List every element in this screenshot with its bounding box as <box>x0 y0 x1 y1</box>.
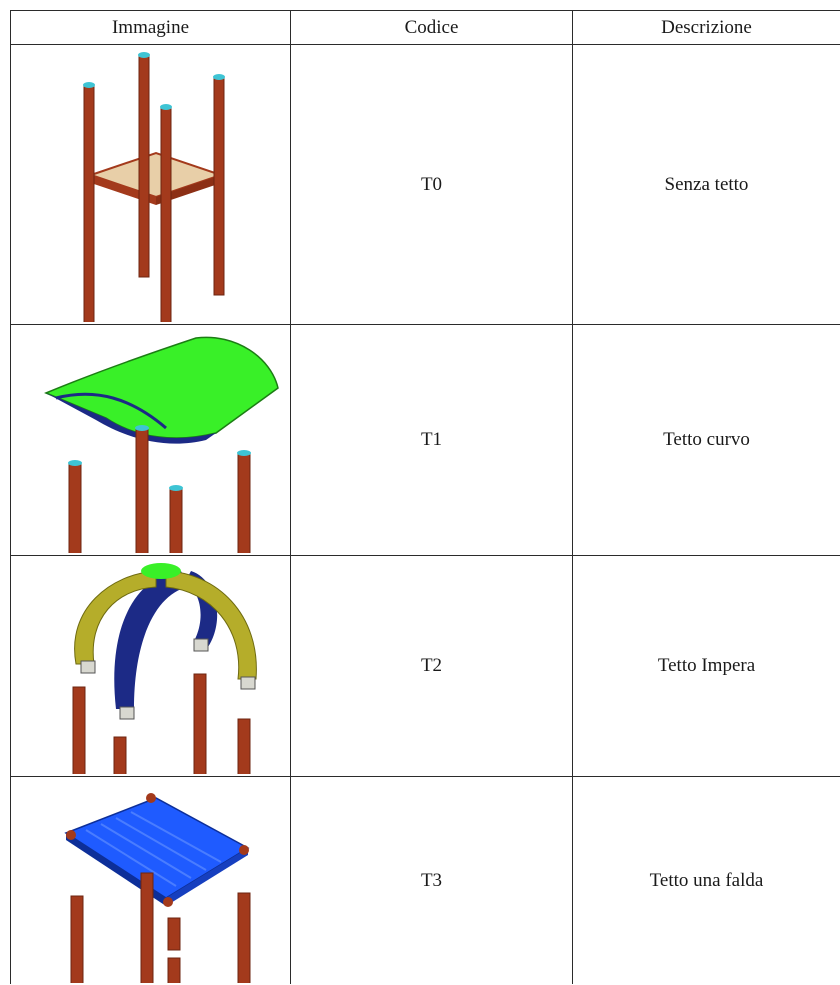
impera-roof-icon <box>16 559 286 774</box>
table-row <box>11 325 840 556</box>
frame-no-roof-icon <box>16 47 286 322</box>
table-row <box>11 45 840 325</box>
description-cell: Senza tetto <box>573 45 840 325</box>
roof-types-table <box>10 10 840 984</box>
header-code: Codice <box>291 11 573 45</box>
image-cell <box>11 45 291 325</box>
code-cell: T0 <box>291 45 573 325</box>
image-cell <box>11 777 291 985</box>
image-cell <box>11 325 291 556</box>
single-pitch-roof-icon <box>16 778 286 983</box>
table-row <box>11 556 840 777</box>
code-cell: T1 <box>291 325 573 556</box>
description-cell: Tetto Impera <box>573 556 840 777</box>
description-cell: Tetto una falda <box>573 777 840 985</box>
code-cell: T3 <box>291 777 573 985</box>
header-description: Descrizione <box>573 11 840 45</box>
header-image: Immagine <box>11 11 291 45</box>
description-cell: Tetto curvo <box>573 325 840 556</box>
code-cell: T2 <box>291 556 573 777</box>
curved-roof-icon <box>16 328 286 553</box>
table-row <box>11 777 840 985</box>
image-cell <box>11 556 291 777</box>
header-row <box>11 11 840 45</box>
